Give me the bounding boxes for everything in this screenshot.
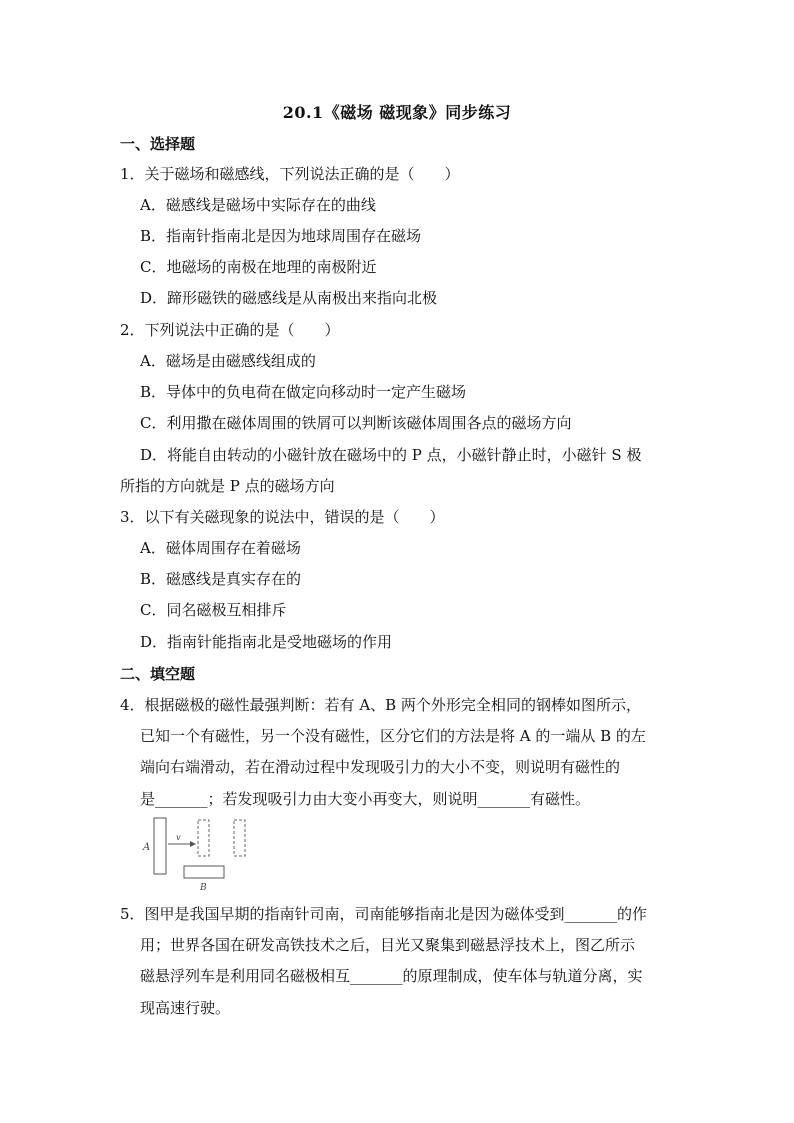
question-3-option-d: D．指南针能指南北是受地磁场的作用 [140,633,393,651]
magnet-bars-figure [140,816,264,894]
question-2-option-d-line2: 所指的方向就是 P 点的磁场方向 [120,477,335,495]
question-4-line2: 已知一个有磁性，另一个没有磁性，区分它们的方法是将 A 的一端从 B 的左 [140,727,646,745]
question-1-option-b: B．指南针指南北是因为地球周围存在磁场 [140,227,422,245]
question-4-line1: 4．根据磁极的磁性最强判断：若有 A、B 两个外形完全相同的钢棒如图所示， [120,696,641,714]
velocity-label: v [176,833,181,842]
bar-a-dashed-position-2 [234,820,245,856]
question-1-option-a: A．磁感线是磁场中实际存在的曲线 [140,196,376,214]
bar-a-dashed-position-1 [198,820,209,856]
section-heading-fill: 二、填空题 [120,665,196,683]
bar-b-label: B [200,883,207,893]
question-5-line1: 5．图甲是我国早期的指南针司南，司南能够指南北是因为磁体受到_______的作 [120,905,648,923]
question-1-option-c: C．地磁场的南极在地理的南极附近 [140,258,377,276]
question-2-option-d-line1: D．将能自由转动的小磁针放在磁场中的 P 点，小磁针静止时，小磁针 S 极 [140,446,642,464]
question-3-stem: 3．以下有关磁现象的说法中，错误的是（ ） [120,508,445,526]
motion-arrow-head [190,841,196,847]
question-5-line4: 现高速行驶。 [140,999,231,1017]
question-5-line2: 用；世界各国在研发高铁技术之后，目光又聚集到磁悬浮技术上，图乙所示 [140,936,636,954]
question-2-stem: 2．下列说法中正确的是（ ） [120,321,340,339]
question-3-option-b: B．磁感线是真实存在的 [140,570,302,588]
question-3-option-a: A．磁体周围存在着磁场 [140,539,301,557]
question-2-option-a: A．磁场是由磁感线组成的 [140,352,316,370]
question-1-option-d: D．蹄形磁铁的磁感线是从南极出来指向北极 [140,289,438,307]
bar-b-shape [184,866,224,878]
section-heading-choice: 一、选择题 [120,135,196,153]
page-title: 20.1《磁场 磁现象》同步练习 [282,103,512,122]
question-2-option-b: B．导体中的负电荷在做定向移动时一定产生磁场 [140,383,467,401]
question-5-line3: 磁悬浮列车是利用同名磁极相互_______的原理制成，使车体与轨道分离，实 [140,967,643,985]
question-4-line4: 是_______；若发现吸引力由大变小再变大，则说明_______有磁性。 [140,790,591,808]
question-1-stem: 1．关于磁场和磁感线，下列说法正确的是（ ） [120,165,460,183]
bar-a-label: A [143,842,151,853]
bar-a-shape [154,818,166,874]
question-4-line3: 端向右端滑动，若在滑动过程中发现吸引力的大小不变，则说明有磁性的 [140,758,621,776]
question-2-option-c: C．利用撒在磁体周围的铁屑可以判断该磁体周围各点的磁场方向 [140,414,572,432]
question-3-option-c: C．同名磁极互相排斥 [140,601,287,619]
